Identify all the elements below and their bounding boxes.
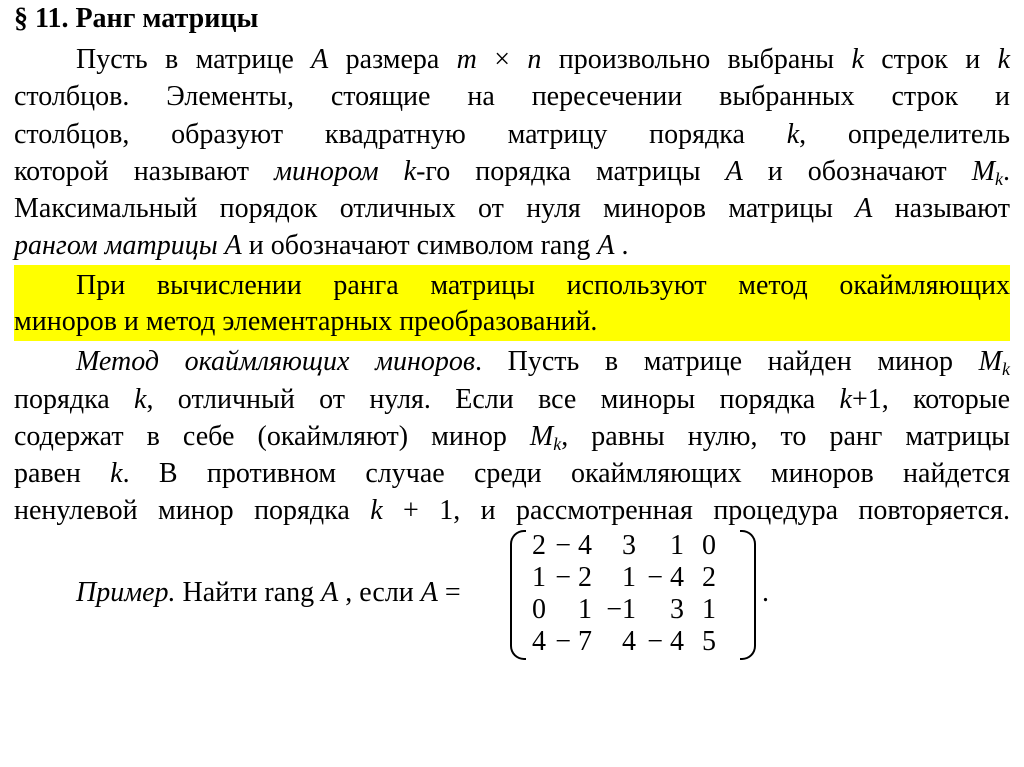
matrix-cell: 4: [622, 626, 636, 657]
highlight-line: При вычислении ранга матрицы используют метод окаймляющих: [76, 270, 1010, 301]
matrix-cell: 0: [702, 530, 716, 561]
matrix-cell: 3: [670, 594, 684, 625]
paragraph-line: столбцов, образуют квадратную матрицу порядка k, определитель: [14, 119, 1010, 150]
matrix-cell: − 4: [647, 626, 684, 657]
matrix-cell: −1: [606, 594, 636, 625]
matrix-right-bracket: [740, 530, 756, 660]
matrix-cell: 4: [532, 626, 546, 657]
paragraph-line: Максимальный порядок отличных от нуля миноров матрицы A называют: [14, 193, 1010, 224]
highlight-line: миноров и метод элементарных преобразований.: [14, 306, 598, 337]
matrix-cell: − 4: [647, 562, 684, 593]
section-title: § 11. Ранг матрицы: [14, 3, 259, 34]
matrix-row: [526, 594, 740, 626]
matrix-cell: 2: [532, 530, 546, 561]
matrix-cell: 1: [622, 562, 636, 593]
matrix-cell: 0: [532, 594, 546, 625]
paragraph-line: столбцов. Элементы, стоящие на пересечении выбранных строк и: [14, 81, 1010, 112]
matrix-row: [526, 562, 740, 594]
matrix-cell: 5: [702, 626, 716, 657]
matrix-cell: 1: [578, 594, 592, 625]
paragraph-line: Метод окаймляющих миноров. Пусть в матрице найден минор $M_k$: [76, 346, 1010, 379]
matrix-cell: 1: [532, 562, 546, 593]
paragraph-line: ненулевой минор порядка k + 1, и рассмотренная процедура повторяется.: [14, 495, 1010, 526]
matrix-cell: 1: [702, 594, 716, 625]
matrix-cell: 1: [670, 530, 684, 561]
paragraph-line: содержат в себе (окаймляют) минор $M_k$, равны нулю, то ранг матрицы: [14, 421, 1010, 454]
matrix-cell: − 4: [555, 530, 592, 561]
paragraph-line: рангом матрицы A и обозначают символом rang A .: [14, 230, 629, 261]
matrix-cell: − 7: [555, 626, 592, 657]
matrix-cell: − 2: [555, 562, 592, 593]
matrix-cell: 2: [702, 562, 716, 593]
paragraph-line: равен k. В противном случае среди окаймляющих миноров найдется: [14, 458, 1010, 489]
example-label: Пример. Найти rang A , если A =: [76, 577, 461, 608]
paragraph-line: порядка k, отличный от нуля. Если все миноры порядка k+1, которые: [14, 384, 1011, 415]
paragraph-line: которой называют минором k-го порядка матрицы A и обозначают $M_k$.: [14, 156, 1011, 189]
matrix-end-dot: .: [762, 577, 769, 608]
matrix-row: [526, 530, 740, 562]
matrix-row: [526, 626, 740, 658]
paragraph-line: Пусть в матрице A размера m × n произвольно выбраны k строк и k: [76, 44, 1010, 75]
matrix-cell: 3: [622, 530, 636, 561]
